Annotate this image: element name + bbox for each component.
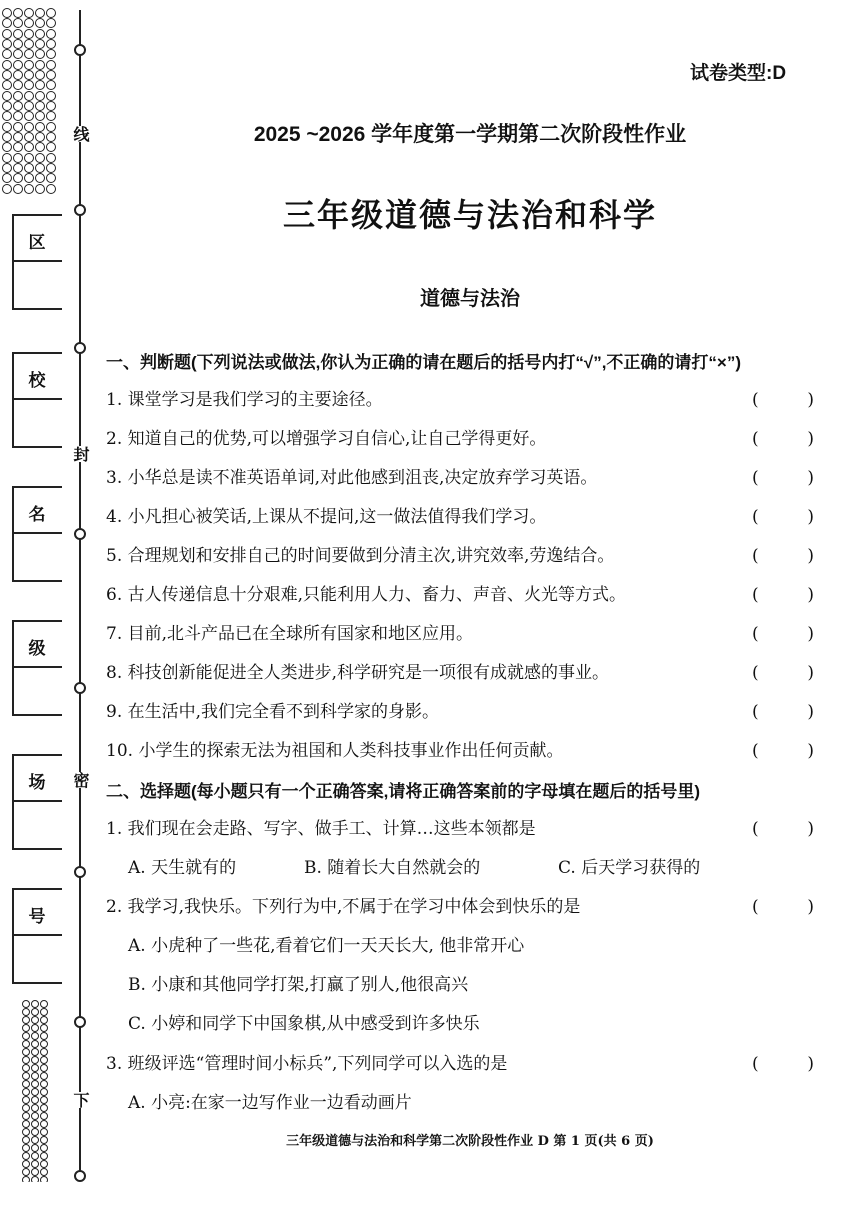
option-a: A. 小虎种了一些花,看着它们一天天长大, 他非常开心 — [128, 936, 525, 956]
page-footer: 三年级道德与法治和科学第二次阶段性作业 D 第 1 页(共 6 页) — [286, 1134, 654, 1149]
binding-hole-icon — [22, 1104, 30, 1112]
field-label: 号 — [28, 907, 46, 927]
answer-blank[interactable]: ( ) — [752, 546, 814, 566]
binding-hole-icon — [31, 1096, 39, 1104]
binding-hole-icon — [46, 60, 56, 70]
binding-hole-icon — [2, 39, 12, 49]
seal-char-below: 下 — [68, 1092, 92, 1108]
question-text: 8. 科技创新能促进全人类进步,科学研究是一项很有成就感的事业。 — [106, 663, 610, 683]
binding-hole-icon — [40, 1064, 48, 1072]
binding-hole-icon — [13, 80, 23, 90]
binding-hole-icon — [2, 18, 12, 28]
binding-hole-icon — [13, 101, 23, 111]
binding-hole-icon — [13, 184, 23, 194]
question-stem: 2. 我学习,我快乐。下列行为中,不属于在学习中体会到快乐的是 — [106, 897, 581, 917]
question-text: 6. 古人传递信息十分艰难,只能利用人力、畜力、声音、火光等方式。 — [106, 585, 627, 605]
binding-hole-icon — [40, 1088, 48, 1096]
seal-dot — [74, 1170, 86, 1182]
binding-hole-icon — [22, 1120, 30, 1128]
seal-dot — [74, 1016, 86, 1028]
seal-dot — [74, 204, 86, 216]
binding-hole-icon — [22, 1072, 30, 1080]
option-b: B. 随着长大自然就会的 — [304, 858, 481, 878]
question-row — [106, 386, 812, 414]
binding-hole-icon — [22, 1112, 30, 1120]
binding-hole-icon — [24, 18, 34, 28]
question-text: 3. 小华总是读不准英语单词,对此他感到沮丧,决定放弃学习英语。 — [106, 468, 598, 488]
binding-hole-icon — [22, 1000, 30, 1008]
binding-hole-icon — [22, 1168, 30, 1176]
binding-hole-icon — [2, 91, 12, 101]
binding-hole-icon — [24, 111, 34, 121]
question-row — [106, 503, 812, 531]
binding-hole-icon — [35, 142, 45, 152]
option-c: C. 后天学习获得的 — [558, 858, 701, 878]
question-stem: 3. 班级评选“管理时间小标兵”,下列同学可以入选的是 — [106, 1054, 508, 1074]
binding-hole-icon — [22, 1032, 30, 1040]
binding-hole-icon — [2, 70, 12, 80]
binding-hole-icon — [40, 1120, 48, 1128]
binding-hole-icon — [35, 91, 45, 101]
binding-hole-icon — [31, 1072, 39, 1080]
binding-hole-icon — [13, 39, 23, 49]
binding-hole-icon — [46, 29, 56, 39]
field-label: 场 — [28, 773, 46, 793]
field-label: 校 — [28, 371, 46, 391]
binding-hole-icon — [2, 29, 12, 39]
binding-hole-icon — [40, 1136, 48, 1144]
binding-hole-icon — [31, 1080, 39, 1088]
binding-hole-icon — [40, 1104, 48, 1112]
binding-hole-icon — [40, 1016, 48, 1024]
binding-hole-icon — [24, 39, 34, 49]
binding-hole-icon — [35, 111, 45, 121]
binding-hole-icon — [35, 80, 45, 90]
binding-hole-icon — [35, 39, 45, 49]
section-heading-true-false: 一、判断题(下列说法或做法,你认为正确的请在题后的括号内打“√”,不正确的请打“×”) — [106, 353, 742, 372]
answer-blank[interactable]: ( ) — [752, 702, 814, 722]
question-stem: 1. 我们现在会走路、写字、做手工、计算…这些本领都是 — [106, 819, 536, 839]
binding-hole-icon — [24, 49, 34, 59]
binding-hole-icon — [2, 122, 12, 132]
binding-hole-icon — [22, 1016, 30, 1024]
binding-hole-icon — [40, 1056, 48, 1064]
question-row — [106, 737, 812, 765]
binding-hole-icon — [31, 1000, 39, 1008]
binding-hole-icon — [46, 173, 56, 183]
binding-hole-icon — [31, 1176, 39, 1182]
binding-hole-icon — [31, 1016, 39, 1024]
binding-hole-icon — [46, 70, 56, 80]
question-text: 4. 小凡担心被笑话,上课从不提问,这一做法值得我们学习。 — [106, 507, 547, 527]
binding-hole-icon — [46, 122, 56, 132]
question-text: 9. 在生活中,我们完全看不到科学家的身影。 — [106, 702, 440, 722]
binding-hole-icon — [40, 1096, 48, 1104]
binding-hole-icon — [40, 1144, 48, 1152]
binding-hole-icon — [35, 184, 45, 194]
question-text: 2. 知道自己的优势,可以增强学习自信心,让自己学得更好。 — [106, 429, 547, 449]
binding-hole-icon — [24, 173, 34, 183]
binding-hole-icon — [46, 153, 56, 163]
binding-hole-icon — [46, 8, 56, 18]
question-row — [106, 698, 812, 726]
answer-blank[interactable]: ( ) — [752, 663, 814, 683]
binding-hole-icon — [22, 1088, 30, 1096]
binding-hole-icon — [40, 1008, 48, 1016]
binding-hole-icon — [22, 1176, 30, 1182]
answer-blank[interactable]: ( ) — [752, 429, 814, 449]
binding-hole-icon — [13, 29, 23, 39]
seal-dot — [74, 528, 86, 540]
binding-hole-icon — [40, 1112, 48, 1120]
binding-hole-icon — [31, 1136, 39, 1144]
binding-hole-icon — [46, 80, 56, 90]
binding-hole-icon — [22, 1096, 30, 1104]
question-row — [106, 464, 812, 492]
binding-hole-icon — [2, 132, 12, 142]
binding-hole-icon — [35, 132, 45, 142]
binding-hole-icon — [2, 142, 12, 152]
field-box-class — [12, 620, 62, 716]
binding-hole-icon — [31, 1032, 39, 1040]
seal-char-seal: 封 — [68, 446, 92, 462]
binding-hole-icon — [46, 142, 56, 152]
answer-blank[interactable]: ( ) — [752, 624, 814, 644]
binding-hole-icon — [24, 70, 34, 80]
binding-hole-icon — [46, 111, 56, 121]
page-title: 三年级道德与法治和科学 — [282, 197, 657, 233]
binding-hole-icon — [31, 1048, 39, 1056]
binding-hole-icon — [13, 142, 23, 152]
binding-hole-icon — [22, 1080, 30, 1088]
binding-hole-icon — [2, 8, 12, 18]
answer-blank[interactable]: ( ) — [752, 585, 814, 605]
binding-hole-icon — [13, 173, 23, 183]
option-a: A. 天生就有的 — [128, 858, 237, 878]
binding-hole-icon — [46, 49, 56, 59]
binding-hole-icon — [2, 184, 12, 194]
field-box-school — [12, 352, 62, 448]
binding-hole-icon — [24, 184, 34, 194]
binding-hole-icon — [2, 80, 12, 90]
binding-hole-icon — [31, 1024, 39, 1032]
binding-hole-icon — [31, 1144, 39, 1152]
binding-hole-icon — [13, 153, 23, 163]
binding-hole-icon — [31, 1120, 39, 1128]
question-text: 5. 合理规划和安排自己的时间要做到分清主次,讲究效率,劳逸结合。 — [106, 546, 615, 566]
field-label: 名 — [28, 505, 46, 525]
binding-hole-icon — [24, 29, 34, 39]
option-a: A. 小亮:在家一边写作业一边看动画片 — [128, 1093, 412, 1113]
answer-blank[interactable]: ( ) — [752, 507, 814, 527]
question-row — [106, 893, 812, 921]
binding-hole-pattern-bottom — [22, 1000, 56, 1182]
binding-hole-icon — [24, 132, 34, 142]
binding-hole-icon — [35, 70, 45, 80]
binding-hole-icon — [46, 132, 56, 142]
binding-hole-icon — [35, 153, 45, 163]
option-b: B. 小康和其他同学打架,打赢了别人,他很高兴 — [128, 975, 469, 995]
answer-blank[interactable]: ( ) — [752, 390, 814, 410]
answer-blank[interactable]: ( ) — [752, 1054, 814, 1074]
binding-hole-icon — [40, 1048, 48, 1056]
binding-hole-icon — [31, 1168, 39, 1176]
field-box-seat-number — [12, 888, 62, 984]
binding-hole-icon — [13, 91, 23, 101]
binding-hole-icon — [22, 1064, 30, 1072]
binding-hole-icon — [24, 80, 34, 90]
binding-hole-icon — [22, 1152, 30, 1160]
binding-hole-icon — [35, 29, 45, 39]
question-text: 7. 目前,北斗产品已在全球所有国家和地区应用。 — [106, 624, 474, 644]
binding-hole-pattern-top — [2, 8, 60, 194]
question-row — [106, 1050, 812, 1078]
binding-hole-icon — [22, 1040, 30, 1048]
field-box-name — [12, 486, 62, 582]
binding-hole-icon — [35, 49, 45, 59]
binding-hole-icon — [35, 60, 45, 70]
subject-heading: 道德与法治 — [420, 288, 520, 310]
answer-blank[interactable]: ( ) — [752, 741, 814, 761]
binding-hole-icon — [31, 1064, 39, 1072]
binding-hole-icon — [40, 1040, 48, 1048]
binding-hole-icon — [40, 1168, 48, 1176]
binding-hole-icon — [13, 8, 23, 18]
binding-hole-icon — [35, 101, 45, 111]
binding-hole-icon — [31, 1160, 39, 1168]
binding-hole-icon — [24, 101, 34, 111]
binding-hole-icon — [13, 49, 23, 59]
binding-hole-icon — [13, 60, 23, 70]
binding-hole-icon — [24, 91, 34, 101]
binding-hole-icon — [22, 1008, 30, 1016]
binding-hole-icon — [40, 1128, 48, 1136]
binding-hole-icon — [40, 1160, 48, 1168]
binding-hole-icon — [46, 101, 56, 111]
seal-dot — [74, 44, 86, 56]
answer-blank[interactable]: ( ) — [752, 468, 814, 488]
binding-hole-icon — [13, 122, 23, 132]
binding-hole-icon — [22, 1024, 30, 1032]
question-row — [106, 659, 812, 687]
binding-hole-icon — [13, 70, 23, 80]
binding-hole-icon — [2, 153, 12, 163]
binding-hole-icon — [2, 49, 12, 59]
binding-hole-icon — [35, 18, 45, 28]
section-heading-multiple-choice: 二、选择题(每小题只有一个正确答案,请将正确答案前的字母填在题后的括号里) — [106, 782, 701, 801]
field-box-district — [12, 214, 62, 310]
seal-line — [79, 10, 81, 1180]
binding-hole-icon — [13, 111, 23, 121]
question-row — [106, 620, 812, 648]
binding-hole-icon — [24, 142, 34, 152]
binding-hole-icon — [13, 18, 23, 28]
binding-hole-icon — [2, 60, 12, 70]
binding-hole-icon — [24, 60, 34, 70]
binding-hole-icon — [31, 1008, 39, 1016]
field-label: 区 — [28, 233, 46, 253]
seal-dot — [74, 342, 86, 354]
binding-hole-icon — [40, 1176, 48, 1182]
question-row — [106, 425, 812, 453]
exam-session-line: 2025 ~2026 学年度第一学期第二次阶段性作业 — [253, 123, 687, 146]
binding-hole-icon — [2, 101, 12, 111]
binding-hole-icon — [35, 122, 45, 132]
binding-hole-icon — [2, 173, 12, 183]
field-box-exam-room — [12, 754, 62, 850]
binding-hole-icon — [46, 184, 56, 194]
binding-hole-icon — [31, 1152, 39, 1160]
option-c: C. 小婷和同学下中国象棋,从中感受到许多快乐 — [128, 1014, 480, 1034]
binding-hole-icon — [22, 1136, 30, 1144]
binding-hole-icon — [40, 1072, 48, 1080]
binding-hole-icon — [35, 173, 45, 183]
question-row — [106, 815, 812, 843]
binding-hole-icon — [22, 1048, 30, 1056]
binding-hole-icon — [46, 18, 56, 28]
seal-char-secret: 密 — [68, 772, 92, 788]
answer-blank[interactable]: ( ) — [752, 819, 814, 839]
field-label: 级 — [28, 639, 46, 659]
binding-hole-icon — [31, 1112, 39, 1120]
answer-blank[interactable]: ( ) — [752, 897, 814, 917]
binding-hole-icon — [46, 39, 56, 49]
binding-hole-icon — [2, 163, 12, 173]
binding-hole-icon — [31, 1104, 39, 1112]
seal-char-line: 线 — [68, 126, 92, 142]
binding-hole-icon — [46, 91, 56, 101]
binding-hole-icon — [22, 1056, 30, 1064]
binding-hole-icon — [40, 1024, 48, 1032]
binding-hole-icon — [24, 163, 34, 173]
binding-hole-icon — [13, 132, 23, 142]
binding-hole-icon — [13, 163, 23, 173]
question-text: 10. 小学生的探索无法为祖国和人类科技事业作出任何贡献。 — [106, 741, 564, 761]
binding-hole-icon — [24, 153, 34, 163]
binding-hole-icon — [40, 1032, 48, 1040]
binding-hole-icon — [31, 1040, 39, 1048]
seal-dot — [74, 682, 86, 694]
binding-hole-icon — [35, 163, 45, 173]
binding-hole-icon — [22, 1128, 30, 1136]
question-row — [106, 581, 812, 609]
binding-hole-icon — [2, 111, 12, 121]
binding-hole-icon — [35, 8, 45, 18]
binding-hole-icon — [24, 8, 34, 18]
binding-hole-icon — [31, 1088, 39, 1096]
binding-hole-icon — [40, 1080, 48, 1088]
binding-hole-icon — [31, 1056, 39, 1064]
binding-hole-icon — [24, 122, 34, 132]
seal-dot — [74, 866, 86, 878]
question-row — [106, 542, 812, 570]
binding-hole-icon — [22, 1144, 30, 1152]
binding-hole-icon — [40, 1152, 48, 1160]
paper-type-label: 试卷类型:D — [690, 63, 787, 84]
binding-hole-icon — [40, 1000, 48, 1008]
binding-hole-icon — [46, 163, 56, 173]
binding-hole-icon — [31, 1128, 39, 1136]
binding-hole-icon — [22, 1160, 30, 1168]
question-text: 1. 课堂学习是我们学习的主要途径。 — [106, 390, 383, 410]
